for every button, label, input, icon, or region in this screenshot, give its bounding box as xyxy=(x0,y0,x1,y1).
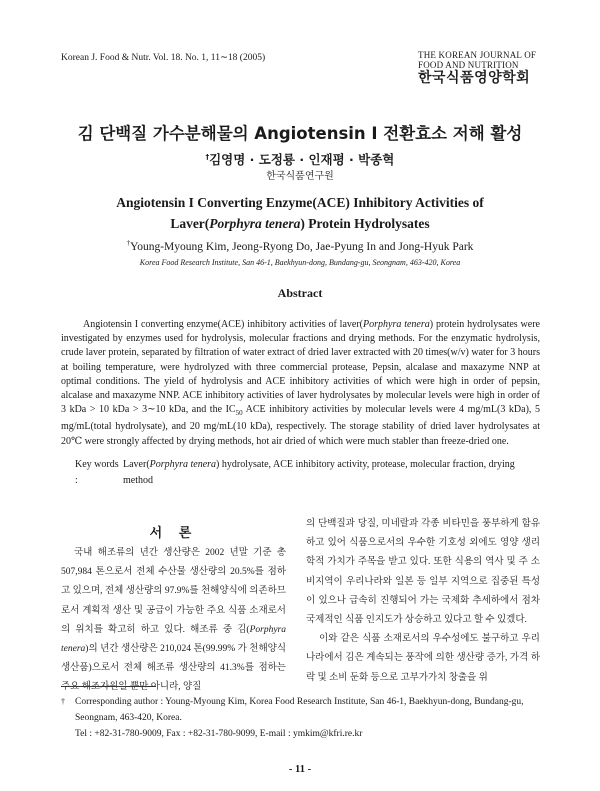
right-col-paragraph2: 이와 같은 식품 소재로서의 우수성에도 불구하고 우리나라에서 김은 계속되는 풍작에 의한 생산량 증가, 가격 하락 및 소비 둔화 등으로 고부가가치 창출을 위 xyxy=(306,634,540,683)
abstract-part2: ) protein hydrolysates were investigated by enzymes used for hydrolysis, molecular fractions and drying methods. For the enzymatic hydrolysis, crude laver protein, separated by filtration of water extract of dried laver extracted with 20 times(w/v) water for 3 hours at boiling temperature, were hydrolyzed with three commercial protease, Pepsin, alcalase and maxazyme NNP at optimal conditions. The yield of hydrolysis and ACE inhibitory activities of which were high in order of pepsin, alcalase and maxazyme NNP. ACE inhibitory activities of laver hydrolysates by molecular levels were high in order of 3 kDa > 10 kDa > 3∼10 kDa, and the IC xyxy=(61,319,540,416)
footnote-dagger: † xyxy=(61,697,65,706)
left-col-part1: 국내 해조류의 년간 생산량은 2002 년말 기준 총 507,984 톤으로서 전체 수산물 생산량의 20.5%를 점하고 있으며, 전체 생산량의 97.9%를 천해양식에 의존하므로서 계획적 생산 및 공급이 가능한 주요 식품 소재로서의 위치를 확고히 하고 있다. 해조류 중 김( xyxy=(61,548,286,635)
abstract-species: Porphyra tenera xyxy=(363,319,430,330)
footnote xyxy=(61,694,540,742)
keywords-species: Porphyra tenera xyxy=(149,459,217,470)
left-col-part2: )의 년간 생산량은 210,024 톤(99.99% 가 천해양식 생산품)으로서 전체 해조류 생산량의 41.3%를 점하는 주요 해조자원일 뿐만 아니라, 양질 xyxy=(61,644,286,693)
abstract-ic50-sub: 50 xyxy=(235,409,243,418)
abstract-body xyxy=(61,318,540,449)
footnote-line2: Tel : +82-31-780-9009, Fax : +82-31-780-9099, E-mail : ymkim@kfri.re.kr xyxy=(75,729,363,739)
running-header: Korean J. Food & Nutr. Vol. 18. No. 1, 11∼18 (2005) xyxy=(61,53,266,63)
footnote-divider xyxy=(61,686,156,687)
title-english xyxy=(60,192,540,234)
journal-name-korean: 한국식품영양학회 xyxy=(418,70,531,86)
right-col-paragraph1: 의 단백질과 당질, 미네랄과 각종 비타민을 풍부하게 함유하고 있어 식품으로서의 우수한 기호성 외에도 영양 생리학적 가치가 주목을 받고 있다. 또한 식용의 역사 및 주 소비지역이 우리나라와 일본 등 일부 지역으로 집중된 특성이 있으나 급속히 진행되어 가는 국제화 추세하에서 점차 국제적인 식품 인지도가 상승하고 있다고 할 수 있겠다. xyxy=(306,519,540,626)
dagger-mark: † xyxy=(205,152,210,161)
authors-english-names: Young-Myoung Kim, Jeong-Ryong Do, Jae-Pyung In and Jong-Hyuk Park xyxy=(130,240,474,253)
keywords xyxy=(61,457,540,488)
section-heading-introduction: 서 론 xyxy=(149,526,198,541)
authors-english xyxy=(0,239,600,253)
authors-korean xyxy=(0,150,600,168)
keywords-text xyxy=(123,457,533,488)
footnote-line1: Corresponding author : Young-Myoung Kim, Korea Food Research Institute, San 46-1, Baekhyun-dong, Bundang-gu, Seongnam, 463-420, Korea. xyxy=(75,697,524,723)
right-column-text xyxy=(306,515,540,688)
left-col-species: Porphyra tenera xyxy=(61,624,286,655)
title-english-line2 xyxy=(60,213,540,234)
dagger-mark-en: † xyxy=(126,239,131,247)
abstract-heading: Abstract xyxy=(277,286,323,300)
page-number: - 11 - xyxy=(288,764,312,775)
title-english-line1: Angiotensin I Converting Enzyme(ACE) Inhibitory Activities of xyxy=(116,195,484,210)
abstract-part3: ACE inhibitory activities by molecular levels were 4 mg/mL(3 kDa), 5 mg/mL(total hydrolysate), and 20 mg/mL(10 kDa), respectively. The storage stability of dried laver hydrolysates at 20℃ were strongly affected by drying methods, hot air dried of which were much stabler than freeze-dried one. xyxy=(61,404,540,447)
abstract-part1: Angiotensin I converting enzyme(ACE) inhibitory activities of laver( xyxy=(83,319,363,330)
journal-name-line2: FOOD AND NUTRITION xyxy=(418,60,519,70)
affiliation-korean: 한국식품연구원 xyxy=(266,171,334,182)
affiliation-english: Korea Food Research Institute, San 46-1, Baekhyun-dong, Bundang-gu, Seongnam, 463-420, Korea xyxy=(139,258,461,267)
journal-name-line1: THE KOREAN JOURNAL OF xyxy=(418,50,537,60)
keywords-post: ) hydrolysate, ACE inhibitory activity, protease, molecular fraction, drying method xyxy=(123,459,515,486)
authors-korean-names: 김영명 · 도정룡 · 인재평 · 박종혁 xyxy=(209,152,395,167)
footnote-body xyxy=(75,694,537,742)
journal-masthead xyxy=(418,50,550,86)
title-korean: 김 단백질 가수분해물의 Angiotensin I 전환효소 저해 활성 xyxy=(77,124,523,143)
title-en-species: Porphyra tenera xyxy=(209,216,301,231)
keywords-pre: Laver( xyxy=(123,459,150,470)
keywords-label: Key words : xyxy=(75,459,119,486)
title-en-post: ) Protein Hydrolysates xyxy=(300,216,430,231)
left-column-text xyxy=(61,544,286,698)
title-en-pre: Laver( xyxy=(170,216,210,231)
